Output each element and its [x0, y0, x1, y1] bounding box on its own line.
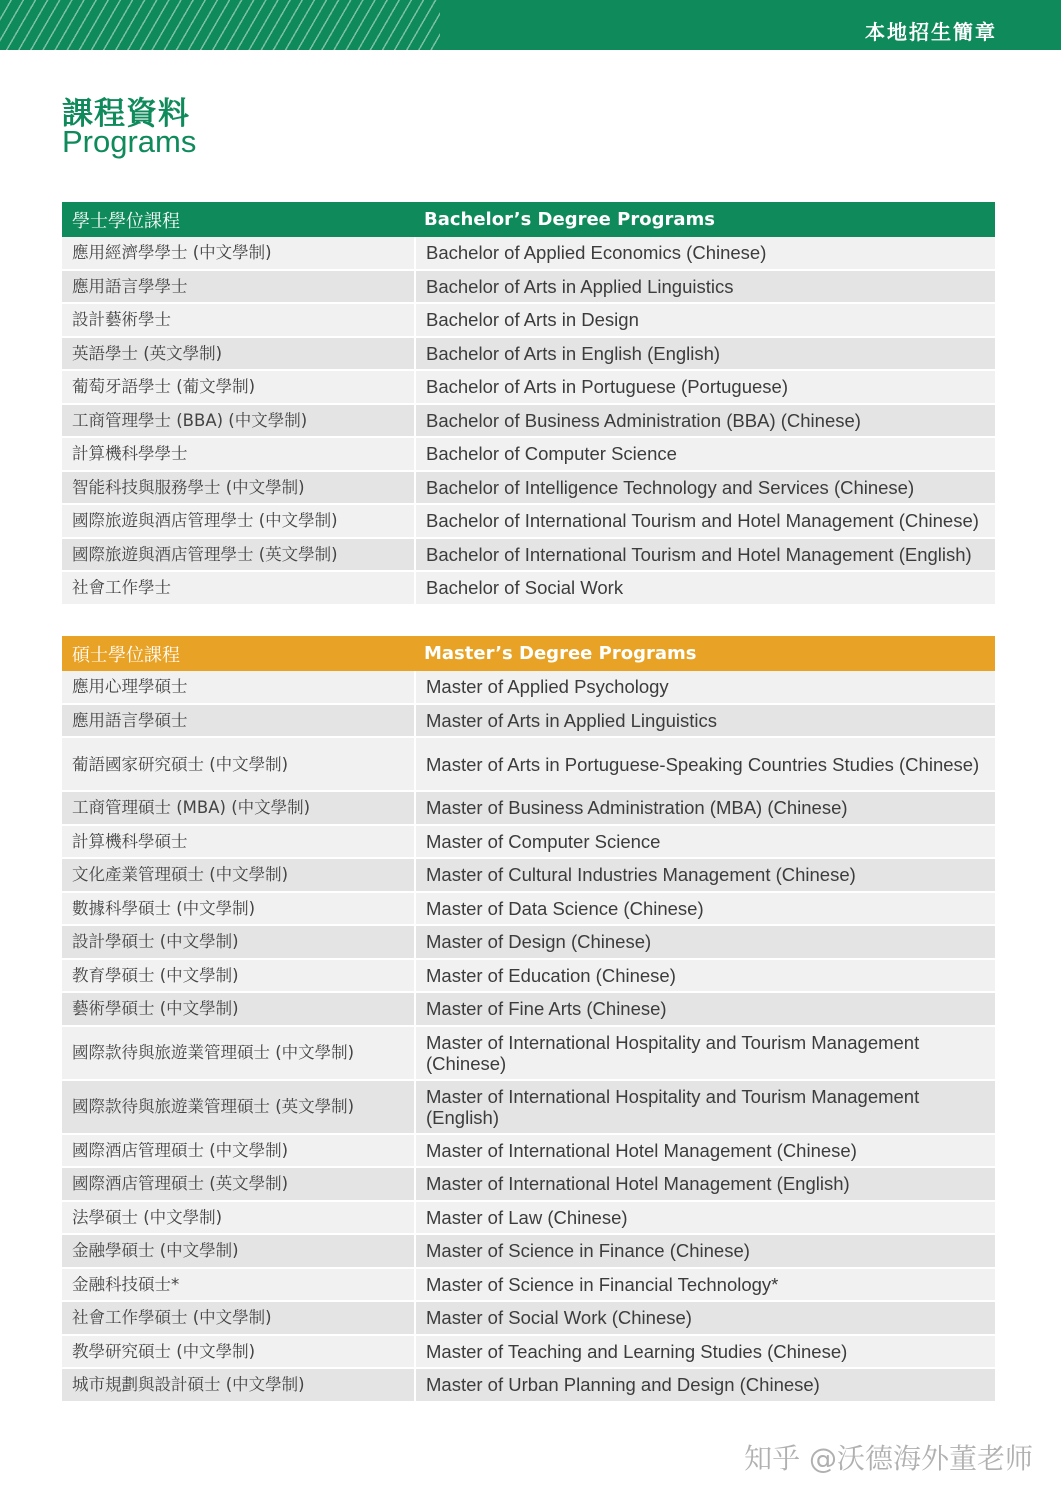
bachelor-programs-table	[62, 202, 995, 606]
program-name-zh: 應用語言學學士	[62, 271, 414, 305]
program-name-en: Bachelor of International Tourism and Hotel Management (English)	[414, 539, 995, 573]
table-row	[62, 1202, 995, 1236]
program-name-zh: 計算機科學碩士	[62, 826, 414, 860]
table-row	[62, 304, 995, 338]
program-name-zh: 社會工作學碩士 (中文學制)	[62, 1302, 414, 1336]
table-row	[62, 826, 995, 860]
program-name-en: Master of Science in Finance (Chinese)	[414, 1235, 995, 1269]
table-row	[62, 792, 995, 826]
program-name-en: Master of Urban Planning and Design (Chinese)	[414, 1369, 995, 1403]
program-name-en: Master of Computer Science	[414, 826, 995, 860]
program-name-zh: 應用經濟學學士 (中文學制)	[62, 237, 414, 271]
table-row	[62, 738, 995, 792]
table-row	[62, 1235, 995, 1269]
table-header-row	[62, 202, 995, 237]
program-name-zh: 計算機科學學士	[62, 438, 414, 472]
table-row	[62, 1168, 995, 1202]
program-name-zh: 國際酒店管理碩士 (英文學制)	[62, 1168, 414, 1202]
table-row	[62, 1135, 995, 1169]
program-name-en: Bachelor of Social Work	[414, 572, 995, 606]
program-name-en: Bachelor of Computer Science	[414, 438, 995, 472]
program-name-zh: 國際款待與旅遊業管理碩士 (英文學制)	[62, 1081, 414, 1135]
table-row	[62, 993, 995, 1027]
table-header-row	[62, 636, 995, 671]
table-row	[62, 1336, 995, 1370]
program-name-zh: 工商管理碩士 (MBA) (中文學制)	[62, 792, 414, 826]
program-name-en: Master of Law (Chinese)	[414, 1202, 995, 1236]
table-row	[62, 1269, 995, 1303]
program-name-zh: 法學碩士 (中文學制)	[62, 1202, 414, 1236]
program-name-en: Bachelor of Business Administration (BBA) (Chinese)	[414, 405, 995, 439]
table-row	[62, 271, 995, 305]
program-name-en: Master of Design (Chinese)	[414, 926, 995, 960]
program-name-zh: 國際款待與旅遊業管理碩士 (中文學制)	[62, 1027, 414, 1081]
program-name-en: Master of International Hotel Management (Chinese)	[414, 1135, 995, 1169]
program-name-zh: 英語學士 (英文學制)	[62, 338, 414, 372]
bachelor-header-zh: 學士學位課程	[62, 202, 414, 237]
bachelor-table-body	[62, 237, 995, 606]
program-name-zh: 葡語國家研究碩士 (中文學制)	[62, 738, 414, 792]
program-name-zh: 數據科學碩士 (中文學制)	[62, 893, 414, 927]
program-name-zh: 設計學碩士 (中文學制)	[62, 926, 414, 960]
table-row	[62, 338, 995, 372]
program-name-en: Bachelor of Arts in Design	[414, 304, 995, 338]
section-heading-zh: 課程資料	[62, 96, 190, 132]
program-name-zh: 應用心理學碩士	[62, 671, 414, 705]
program-name-en: Bachelor of International Tourism and Hotel Management (Chinese)	[414, 505, 995, 539]
program-name-en: Master of International Hospitality and Tourism Management (Chinese)	[414, 1027, 995, 1081]
table-row	[62, 893, 995, 927]
program-name-en: Master of International Hospitality and Tourism Management (English)	[414, 1081, 995, 1135]
section-heading-en: Programs	[62, 124, 197, 159]
program-name-zh: 金融學碩士 (中文學制)	[62, 1235, 414, 1269]
program-name-zh: 國際酒店管理碩士 (中文學制)	[62, 1135, 414, 1169]
program-name-en: Bachelor of Arts in Portuguese (Portuguese)	[414, 371, 995, 405]
table-row	[62, 671, 995, 705]
table-row	[62, 572, 995, 606]
program-name-en: Master of International Hotel Management (English)	[414, 1168, 995, 1202]
table-row	[62, 438, 995, 472]
program-name-zh: 藝術學碩士 (中文學制)	[62, 993, 414, 1027]
program-name-en: Bachelor of Arts in English (English)	[414, 338, 995, 372]
program-name-zh: 葡萄牙語學士 (葡文學制)	[62, 371, 414, 405]
program-name-zh: 文化產業管理碩士 (中文學制)	[62, 859, 414, 893]
program-name-en: Master of Social Work (Chinese)	[414, 1302, 995, 1336]
program-name-zh: 國際旅遊與酒店管理學士 (英文學制)	[62, 539, 414, 573]
table-row	[62, 472, 995, 506]
bachelor-header-en: Bachelor’s Degree Programs	[414, 202, 995, 237]
program-name-en: Master of Science in Financial Technology*	[414, 1269, 995, 1303]
master-header-en: Master’s Degree Programs	[414, 636, 995, 671]
program-name-zh: 國際旅遊與酒店管理學士 (中文學制)	[62, 505, 414, 539]
table-row	[62, 237, 995, 271]
watermark: 知乎 @沃德海外董老师	[744, 1442, 1033, 1475]
program-name-zh: 智能科技與服務學士 (中文學制)	[62, 472, 414, 506]
table-row	[62, 1302, 995, 1336]
table-row	[62, 1027, 995, 1081]
table-row	[62, 705, 995, 739]
program-name-en: Bachelor of Intelligence Technology and Services (Chinese)	[414, 472, 995, 506]
program-name-en: Bachelor of Arts in Applied Linguistics	[414, 271, 995, 305]
program-name-en: Master of Fine Arts (Chinese)	[414, 993, 995, 1027]
program-name-en: Master of Education (Chinese)	[414, 960, 995, 994]
top-banner	[0, 0, 1061, 50]
program-name-en: Master of Arts in Applied Linguistics	[414, 705, 995, 739]
table-row	[62, 539, 995, 573]
program-name-zh: 城市規劃與設計碩士 (中文學制)	[62, 1369, 414, 1403]
table-row	[62, 1369, 995, 1403]
program-name-en: Master of Business Administration (MBA) (Chinese)	[414, 792, 995, 826]
program-name-en: Master of Cultural Industries Management (Chinese)	[414, 859, 995, 893]
master-table-body	[62, 671, 995, 1403]
table-row	[62, 505, 995, 539]
table-row	[62, 371, 995, 405]
program-name-zh: 設計藝術學士	[62, 304, 414, 338]
table-row	[62, 960, 995, 994]
table-row	[62, 1081, 995, 1135]
program-name-zh: 社會工作學士	[62, 572, 414, 606]
table-row	[62, 926, 995, 960]
program-name-zh: 教學研究碩士 (中文學制)	[62, 1336, 414, 1370]
program-name-zh: 工商管理學士 (BBA) (中文學制)	[62, 405, 414, 439]
master-header-zh: 碩士學位課程	[62, 636, 414, 671]
decorative-stripes	[0, 0, 440, 50]
program-name-en: Master of Applied Psychology	[414, 671, 995, 705]
program-name-en: Master of Data Science (Chinese)	[414, 893, 995, 927]
program-name-zh: 金融科技碩士*	[62, 1269, 414, 1303]
program-name-en: Master of Arts in Portuguese-Speaking Countries Studies (Chinese)	[414, 738, 995, 792]
program-name-zh: 應用語言學碩士	[62, 705, 414, 739]
program-name-en: Master of Teaching and Learning Studies (Chinese)	[414, 1336, 995, 1370]
master-programs-table	[62, 636, 995, 1403]
program-name-en: Bachelor of Applied Economics (Chinese)	[414, 237, 995, 271]
table-row	[62, 405, 995, 439]
brochure-title: 本地招生簡章	[865, 20, 997, 44]
program-name-zh: 教育學碩士 (中文學制)	[62, 960, 414, 994]
table-row	[62, 859, 995, 893]
